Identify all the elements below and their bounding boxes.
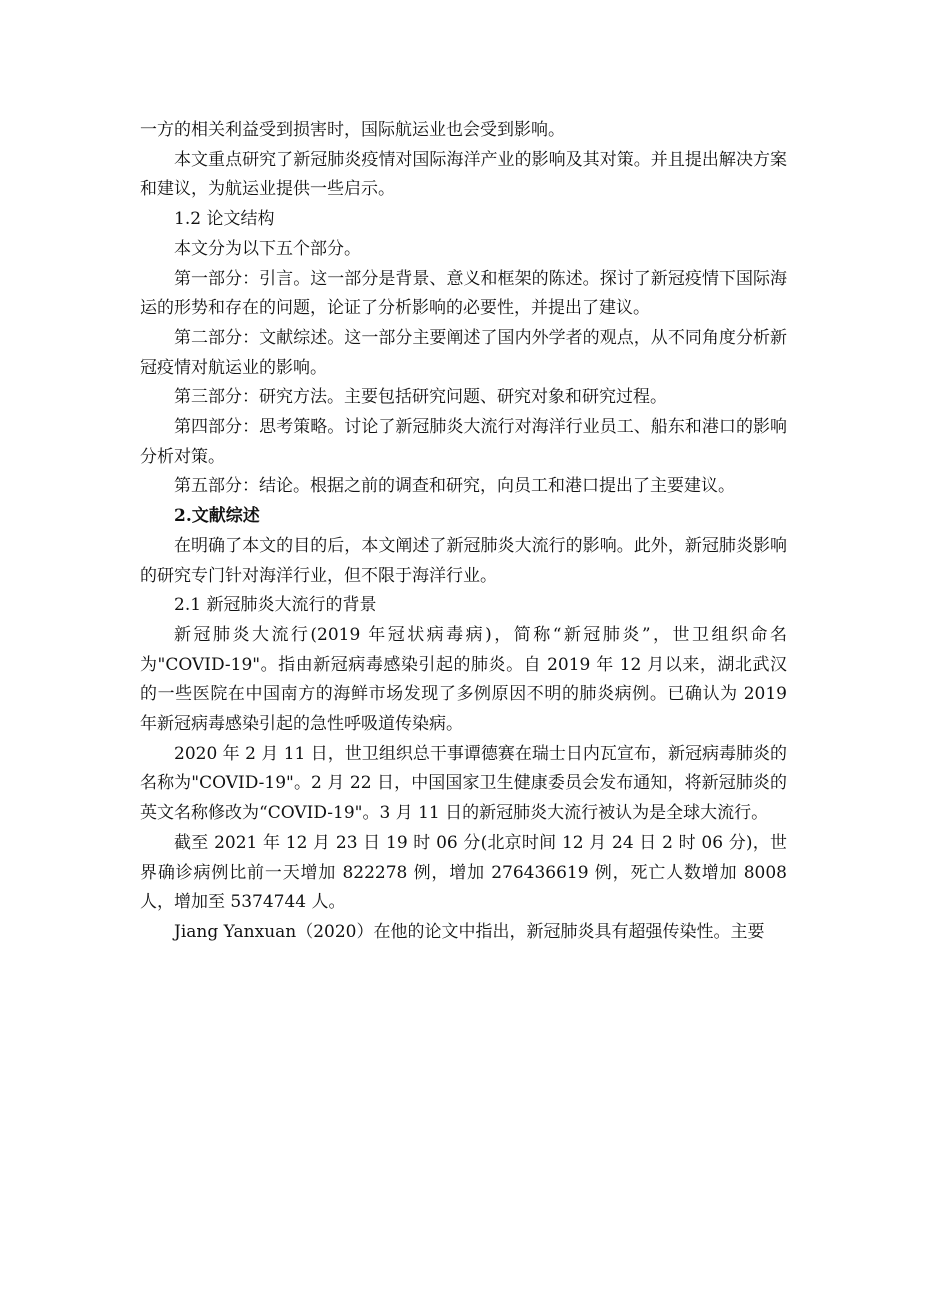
paragraph-part-two: 第二部分：文献综述。这一部分主要阐述了国内外学者的观点，从不同角度分析新冠疫情对航运业的影响。: [140, 327, 787, 378]
section-heading-2-1: 2.1 新冠肺炎大流行的背景: [174, 595, 377, 616]
paragraph-part-five: 第五部分：结论。根据之前的调查和研究，向员工和港口提出了主要建议。: [174, 476, 735, 497]
paragraph-literature-intro: 在明确了本文的目的后，本文阐述了新冠肺炎大流行的影响。此外，新冠肺炎影响的研究专门针对海洋行业，但不限于海洋行业。: [140, 535, 787, 586]
document-body: [140, 116, 787, 948]
paragraph-continuation: 一方的相关利益受到损害时，国际航运业也会受到影响。: [140, 120, 565, 140]
paragraph-part-four: 第四部分：思考策略。讨论了新冠肺炎大流行对海洋行业员工、船东和港口的影响分析对策。: [140, 417, 787, 467]
paragraph-jiang-yanxuan: Jiang Yanxuan（2020）在他的论文中指出，新冠肺炎具有超强传染性。主要: [174, 921, 765, 942]
paragraph-structure-intro: 本文分为以下五个部分。: [174, 238, 361, 259]
paragraph-research-focus: 本文重点研究了新冠肺炎疫情对国际海洋产业的影响及其对策。并且提出解决方案和建议，为航运业提供一些启示。: [140, 149, 787, 200]
paragraph-who-naming: 2020 年 2 月 11 日，世卫组织总干事谭德赛在瑞士日内瓦宣布，新冠病毒肺炎的名称为"COVID-19"。2 月 22 日，中国国家卫生健康委员会发布通知，将新冠肺炎的英文名称修改为“COVID-19"。3 月 11 日的新冠肺炎大流行被认为是全球大流行。: [140, 743, 787, 824]
paragraph-part-three: 第三部分：研究方法。主要包括研究问题、研究对象和研究过程。: [174, 387, 667, 408]
section-heading-2: 2.文献综述: [174, 506, 260, 527]
paragraph-covid-background: 新冠肺炎大流行(2019 年冠状病毒病)，简称“新冠肺炎”，世卫组织命名为"COVID-19"。指由新冠病毒感染引起的肺炎。自 2019 年 12 月以来，湖北武汉的一些医院在中国南方的海鲜市场发现了多例原因不明的肺炎病例。已确认为 2019 年新冠病毒感染引起的急性呼吸道传染病。: [140, 624, 787, 735]
paragraph-case-statistics: 截至 2021 年 12 月 23 日 19 时 06 分(北京时间 12 月 24 日 2 时 06 分)，世界确诊病例比前一天增加 822278 例，增加 276436619 例，死亡人数增加 8008 人，增加至 5374744 人。: [140, 832, 787, 913]
section-heading-1-2: 1.2 论文结构: [174, 209, 275, 230]
paragraph-part-one: 第一部分：引言。这一部分是背景、意义和框架的陈述。探讨了新冠疫情下国际海运的形势和存在的问题，论证了分析影响的必要性，并提出了建议。: [140, 268, 787, 319]
